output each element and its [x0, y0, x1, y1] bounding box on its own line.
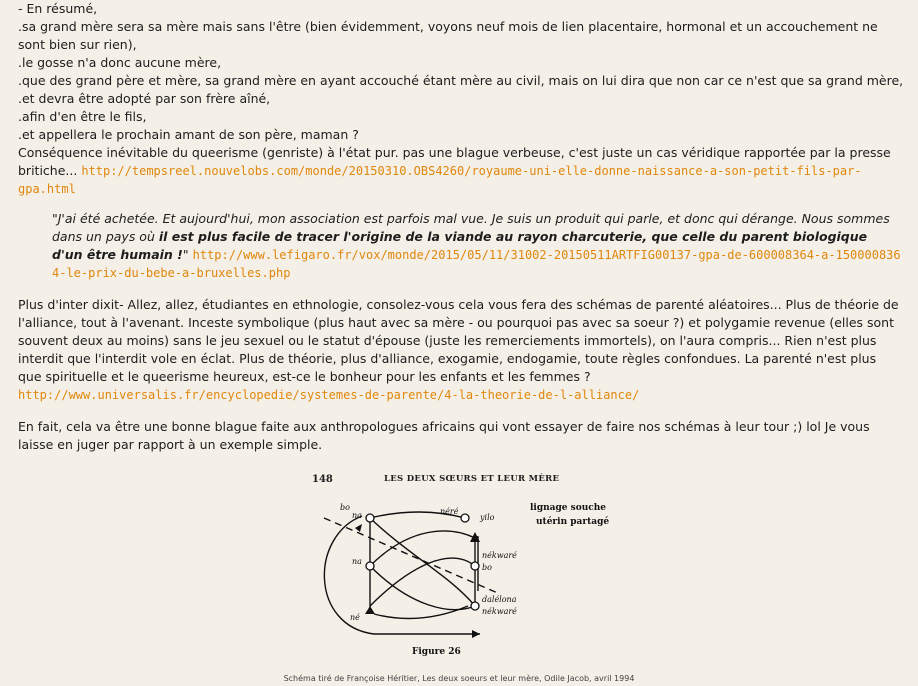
- label-dalelona: dalélona: [482, 595, 517, 604]
- quote-text: "J'ai été achetée. Et aujourd'hui, mon association est parfois mal vue. Je suis un produit qui parle, et donc qui dérange. Nous sommes dans un pays où: [52, 211, 890, 244]
- plus-paragraph: [18, 296, 902, 404]
- label-na2: na: [352, 557, 362, 566]
- label-ne: né: [350, 613, 360, 622]
- summary-line: .et devra être adopté par son frère aîné,: [18, 91, 271, 106]
- arrow-head-bo: [355, 524, 362, 532]
- source-caption: Schéma tiré de Françoise Héritier, Les deux soeurs et leur mère, Odile Jacob, avril 1994: [283, 674, 635, 683]
- consequence-text: Conséquence inévitable du queerisme (genriste) à l'état pur. pas une blague verbeuse, c'est juste un cas véridique rapportée par la presse britiche...: [18, 145, 891, 178]
- cross-curve-1: [370, 518, 475, 606]
- quote-bold-text: il est plus facile de tracer l'origine de la viande au rayon charcuterie, que celle du parent biologique d'un être humain !: [52, 229, 868, 262]
- node-dalelona: [471, 602, 479, 610]
- legend-line1: lignage souche: [530, 503, 607, 513]
- dashed-lineage: [324, 518, 500, 594]
- kinship-diagram: [300, 466, 610, 662]
- plus-text: Plus d'inter dixit- Allez, allez, étudiantes en ethnologie, consolez-vous cela vous fera des schémas de parenté aléatoires... Plus de théorie de l'alliance, tout à l'avenant. Inceste symbolique (plus haut avec sa mère - ou pourquoi pas avec sa soeur ?) et polygamie revenue (elles sont souvent deux au moins) sans le jeu sexuel ou le statut d'épouse (juste les remerciements immortels), on l'aura compris... Rien n'est plus interdit que l'interdit vole en éclat. Plus de théorie, plus d'alliance, exogamie, endogamie, toute règles confondues. La parenté n'est plus que spirituelle et le queerisme heureux, est-ce le bonheur pour les enfants et les femmes ?: [18, 297, 899, 384]
- summary-line: .et appellera le prochain amant de son père, maman ?: [18, 127, 359, 142]
- node-yilo: [461, 514, 469, 522]
- summary-line: .afin d'en être le fils,: [18, 109, 147, 124]
- figure-page-number: 148: [312, 474, 333, 485]
- article-body: [18, 0, 902, 454]
- cross-curve-3: [370, 558, 475, 606]
- node-na: [366, 514, 374, 522]
- figure-title: LES DEUX SŒURS ET LEUR MÈRE: [384, 474, 560, 484]
- label-na: na: [352, 511, 362, 520]
- summary-line: .que des grand père et mère, sa grand mère en ayant accouché étant mère au civil, mais on lui dira que non car ce n'est que sa grand mère,: [18, 73, 904, 88]
- label-nekware2: nékwaré: [482, 607, 517, 616]
- kinship-figure: [300, 466, 610, 662]
- summary-line: .le gosse n'a donc aucune mère,: [18, 55, 222, 70]
- arrow-head-bottom: [472, 630, 480, 638]
- label-bo: bo: [340, 503, 350, 512]
- label-yilo: yilo: [480, 513, 495, 522]
- universalis-link[interactable]: http://www.universalis.fr/encyclopedie/systemes-de-parente/4-la-theorie-de-l-alliance/: [18, 388, 640, 402]
- cross-curve-4: [370, 566, 475, 610]
- figure-caption: Figure 26: [412, 647, 461, 657]
- node-na2: [366, 562, 374, 570]
- ne-triangle: [365, 606, 375, 614]
- label-bo2: bo: [482, 563, 492, 572]
- summary-line: - En résumé,: [18, 1, 98, 16]
- legend-line2: utérin partagé: [536, 517, 610, 527]
- label-nere: néré: [440, 507, 459, 516]
- nouvelobs-link[interactable]: http://tempsreel.nouvelobs.com/monde/20150310.OBS4260/royaume-uni-elle-donne-naissance-a-son-petit-fils-par-gpa.html: [18, 164, 862, 196]
- blockquote: [52, 210, 902, 282]
- node-bo2: [471, 562, 479, 570]
- bottom-curve: [374, 606, 468, 619]
- label-nekware: nékwaré: [482, 551, 517, 560]
- final-paragraph: En fait, cela va être une bonne blague faite aux anthropologues africains qui vont essayer de faire nos schémas à leur tour ;) lol Je vous laisse en juger par rapport à un exemple simple.: [18, 419, 870, 452]
- lefigaro-link[interactable]: http://www.lefigaro.fr/vox/monde/2015/05/11/31002-20150511ARTFIG00137-gpa-de-600008364-a-1500008364-le-prix-du-bebe-a-bruxelles.php: [52, 248, 901, 280]
- summary-line: .sa grand mère sera sa mère mais sans l'être (bien évidemment, voyons neuf mois de lien placentaire, hormonal et un accouchement ne sont bien sur rien),: [18, 19, 878, 52]
- consequence-paragraph: [18, 144, 902, 198]
- quote-end: ": [182, 247, 189, 262]
